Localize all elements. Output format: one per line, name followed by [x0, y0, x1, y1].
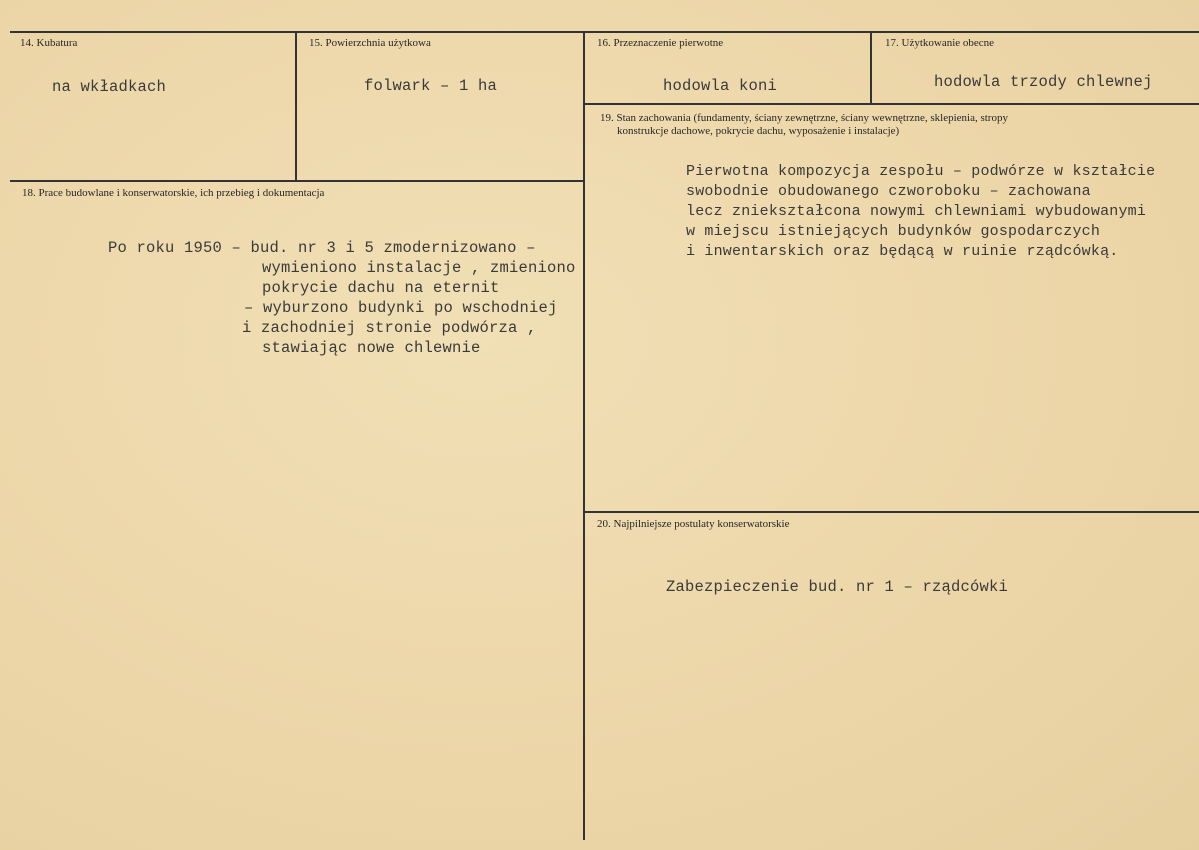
field-18-line: pokrycie dachu na eternit: [262, 279, 500, 297]
field-18-line: wymieniono instalacje , zmieniono: [262, 259, 576, 277]
field-18-line: – wyburzono budynki po wschodniej: [244, 299, 558, 317]
field-19-line: w miejscu istniejących budynków gospodarczych: [686, 223, 1101, 240]
field-18-label: 18. Prace budowlane i konserwatorskie, ich przebieg i dokumentacja: [22, 187, 325, 199]
field-20-value: Zabezpieczenie bud. nr 1 – rządcówki: [666, 578, 1009, 596]
field-17-value: hodowla trzody chlewnej: [934, 73, 1153, 91]
field-14-value: na wkładkach: [52, 78, 167, 96]
divider-16-19: [584, 103, 1199, 105]
center-divider: [583, 31, 585, 840]
field-18-line: stawiając nowe chlewnie: [262, 339, 481, 357]
field-15-label: 15. Powierzchnia użytkowa: [309, 37, 431, 49]
field-16-value: hodowla koni: [663, 77, 778, 95]
field-19-line: i inwentarskich oraz będącą w ruinie rządcówką.: [686, 243, 1119, 260]
top-border-line: [10, 31, 1199, 33]
field-18-text: [108, 238, 576, 358]
divider-15-18: [10, 180, 584, 182]
field-14-label: 14. Kubatura: [20, 37, 78, 49]
field-19-line: swobodnie obudowanego czworoboku – zachowana: [686, 183, 1091, 200]
field-19-line: lecz zniekształcona nowymi chlewniami wybudowanymi: [686, 203, 1147, 220]
field-16-label: 16. Przeznaczenie pierwotne: [597, 37, 724, 49]
field-19-text: [686, 162, 1155, 262]
field-15-value: folwark – 1 ha: [364, 77, 498, 95]
divider-14-15: [295, 31, 297, 181]
field-18-line: Po roku 1950 – bud. nr 3 i 5 zmodernizowano –: [108, 239, 536, 257]
divider-19-20: [584, 511, 1199, 513]
field-18-line: i zachodniej stronie podwórza ,: [242, 319, 537, 337]
field-19-label-line2: konstrukcje dachowe, pokrycie dachu, wyposażenie i instalacje): [617, 125, 900, 137]
field-19-line: Pierwotna kompozycja zespołu – podwórze w kształcie: [686, 163, 1156, 180]
field-17-label: 17. Użytkowanie obecne: [885, 37, 995, 49]
field-19-label-line1: 19. Stan zachowania (fundamenty, ściany zewnętrzne, ściany wewnętrzne, sklepienia, stropy: [600, 112, 1008, 124]
field-20-label: 20. Najpilniejsze postulaty konserwatorskie: [597, 518, 790, 530]
divider-16-17: [870, 31, 872, 103]
